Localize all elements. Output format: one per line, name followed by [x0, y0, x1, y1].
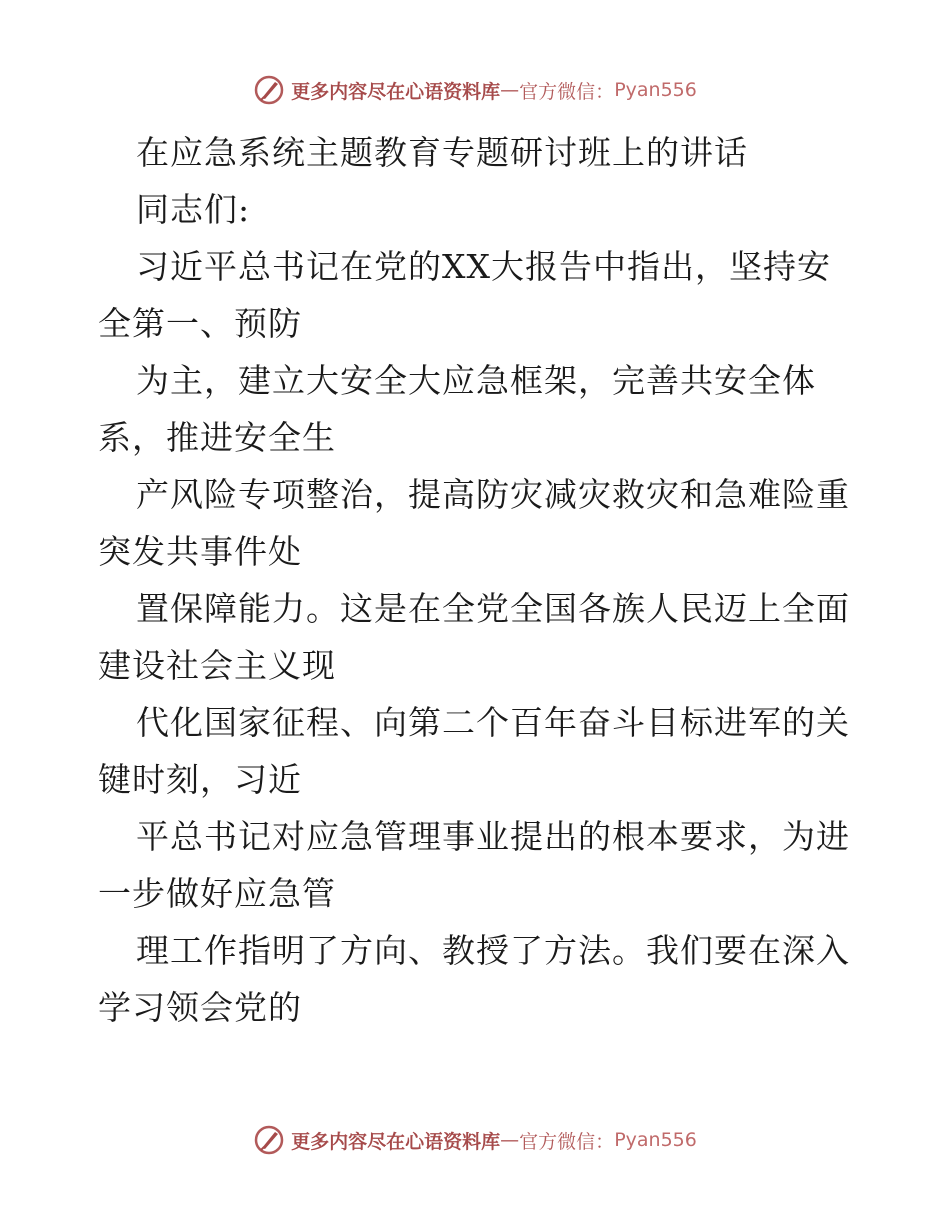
watermark-secondary-text: 官方微信：	[519, 80, 615, 103]
text-line: 理工作指明了方向、教授了方法。我们要在深入	[136, 931, 850, 970]
footer-watermark	[0, 1122, 950, 1158]
text-line: 系，推进安全生	[98, 418, 336, 457]
document-body	[98, 124, 858, 1036]
text-line: 产风险专项整治，提高防灾减灾救灾和急难险重	[136, 475, 850, 514]
watermark-main-text: 更多内容尽在心语资料库	[291, 80, 501, 103]
text-line: 全第一、预防	[98, 304, 302, 343]
watermark-secondary-text: 官方微信：	[519, 1130, 615, 1153]
quill-logo-icon	[253, 1124, 285, 1156]
text-line: 建设社会主义现	[98, 646, 336, 685]
text-line: 为主，建立大安全大应急框架，完善共安全体	[136, 361, 816, 400]
watermark-main-text: 更多内容尽在心语资料库	[291, 1130, 501, 1153]
salutation: 同志们:	[136, 190, 251, 229]
watermark-code: Pyan556	[614, 1129, 697, 1151]
header-watermark	[0, 72, 950, 108]
text-line: 一步做好应急管	[98, 874, 336, 913]
watermark-code: Pyan556	[614, 79, 697, 101]
text-line: 键时刻，习近	[98, 760, 302, 799]
text-line: 平总书记对应急管理事业提出的根本要求，为进	[136, 817, 850, 856]
text-line: 置保障能力。这是在全党全国各族人民迈上全面	[136, 589, 850, 628]
text-line: 代化国家征程、向第二个百年奋斗目标进军的关	[136, 703, 850, 742]
watermark-separator: —	[500, 1129, 520, 1151]
watermark-separator: —	[500, 79, 520, 101]
text-line: 学习领会党的	[98, 988, 302, 1027]
quill-logo-icon	[253, 74, 285, 106]
text-line: 习近平总书记在党的XX大报告中指出，坚持安	[136, 247, 831, 286]
text-line: 突发共事件处	[98, 532, 302, 571]
document-title: 在应急系统主题教育专题研讨班上的讲话	[136, 133, 748, 172]
